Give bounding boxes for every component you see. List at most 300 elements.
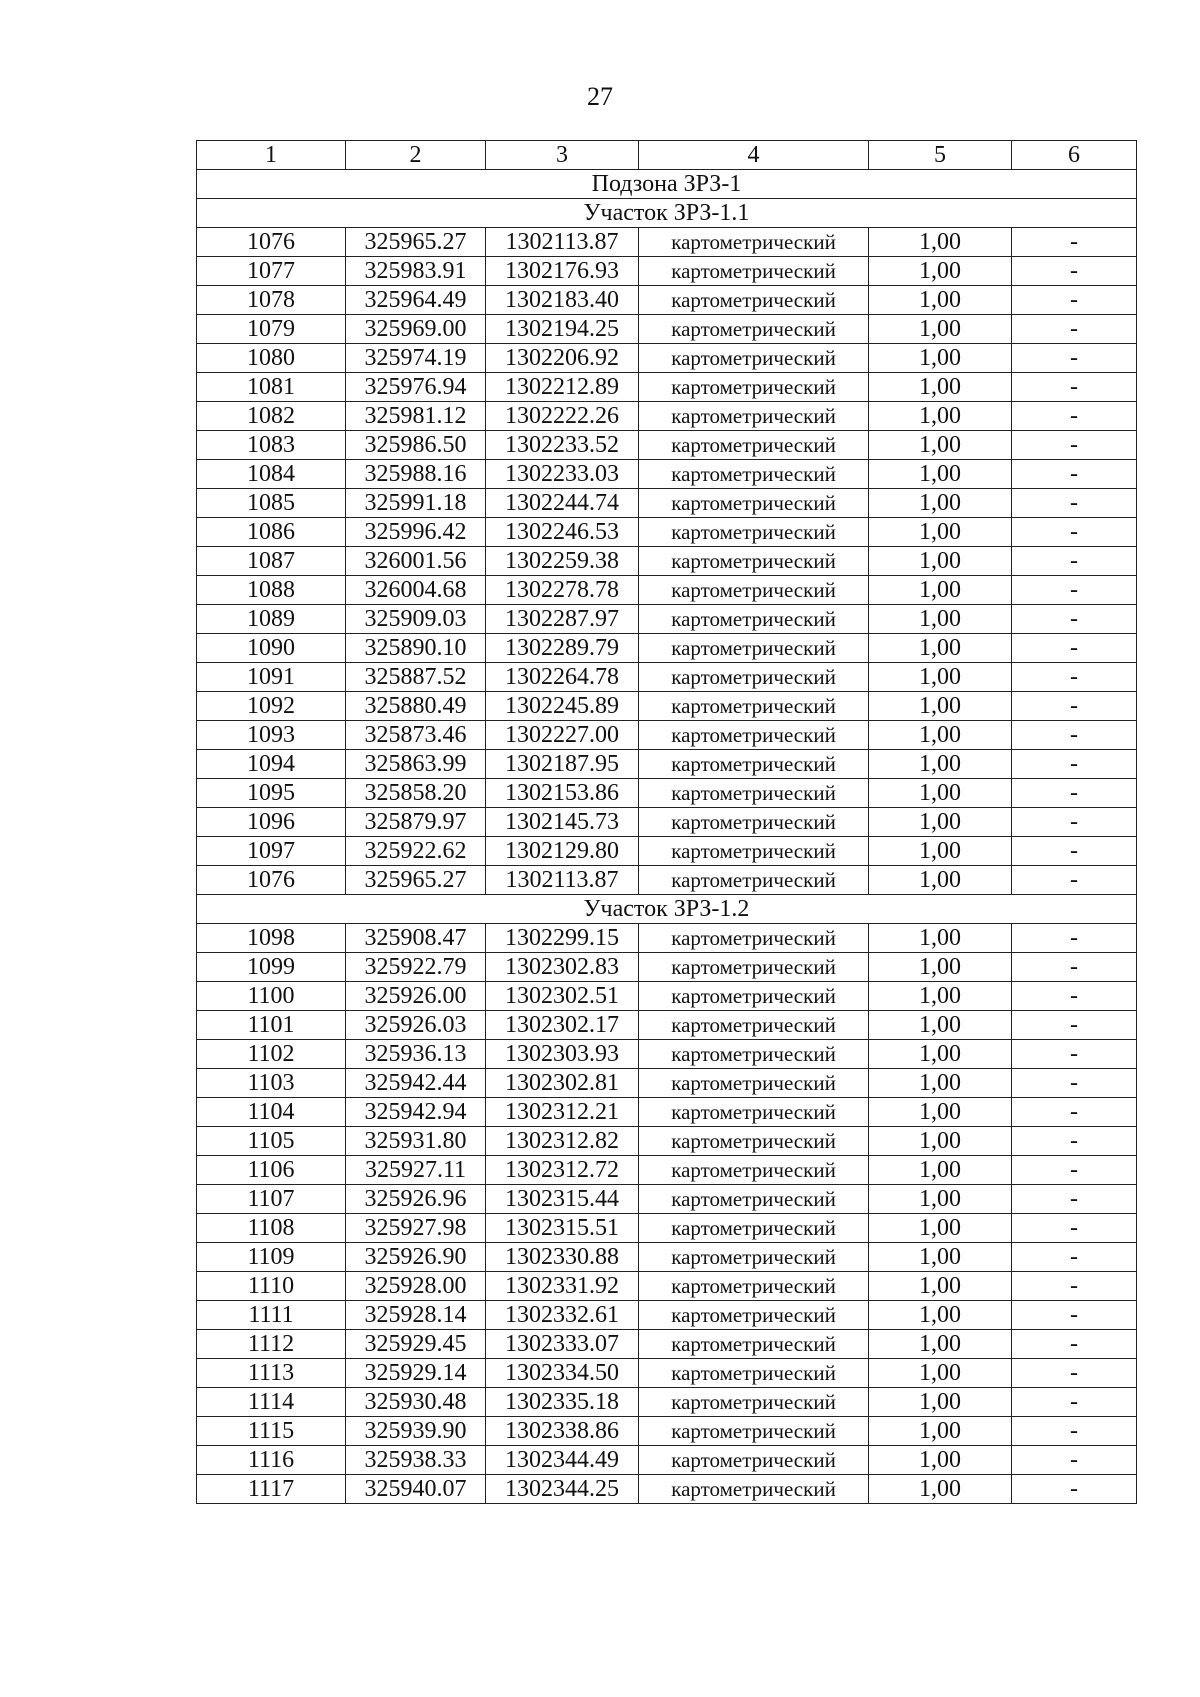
method-cell: картометрический <box>639 1272 869 1301</box>
x-coordinate-cell: 325996.42 <box>346 518 486 547</box>
y-coordinate-cell: 1302302.83 <box>486 953 639 982</box>
table-row <box>197 431 1137 460</box>
point-number-cell: 1111 <box>197 1301 346 1330</box>
point-number-cell: 1077 <box>197 257 346 286</box>
point-number-cell: 1105 <box>197 1127 346 1156</box>
accuracy-cell: 1,00 <box>869 518 1012 547</box>
method-cell: картометрический <box>639 1127 869 1156</box>
y-coordinate-cell: 1302315.51 <box>486 1214 639 1243</box>
y-coordinate-cell: 1302233.52 <box>486 431 639 460</box>
accuracy-cell: 1,00 <box>869 692 1012 721</box>
method-cell: картометрический <box>639 1417 869 1446</box>
point-number-cell: 1080 <box>197 344 346 373</box>
table-row <box>197 634 1137 663</box>
method-cell: картометрический <box>639 953 869 982</box>
x-coordinate-cell: 325909.03 <box>346 605 486 634</box>
x-coordinate-cell: 325942.44 <box>346 1069 486 1098</box>
note-cell: - <box>1012 1156 1137 1185</box>
x-coordinate-cell: 325938.33 <box>346 1446 486 1475</box>
point-number-cell: 1084 <box>197 460 346 489</box>
point-number-cell: 1091 <box>197 663 346 692</box>
column-header: 6 <box>1012 141 1137 170</box>
column-header: 1 <box>197 141 346 170</box>
note-cell: - <box>1012 1243 1137 1272</box>
column-header: 4 <box>639 141 869 170</box>
accuracy-cell: 1,00 <box>869 1446 1012 1475</box>
y-coordinate-cell: 1302212.89 <box>486 373 639 402</box>
subzone-title: Подзона ЗРЗ-1 <box>197 170 1137 199</box>
table-row <box>197 1330 1137 1359</box>
note-cell: - <box>1012 605 1137 634</box>
y-coordinate-cell: 1302244.74 <box>486 489 639 518</box>
note-cell: - <box>1012 257 1137 286</box>
x-coordinate-cell: 325930.48 <box>346 1388 486 1417</box>
note-cell: - <box>1012 431 1137 460</box>
y-coordinate-cell: 1302302.81 <box>486 1069 639 1098</box>
x-coordinate-cell: 325890.10 <box>346 634 486 663</box>
x-coordinate-cell: 325965.27 <box>346 228 486 257</box>
method-cell: картометрический <box>639 1330 869 1359</box>
point-number-cell: 1083 <box>197 431 346 460</box>
table-row <box>197 1301 1137 1330</box>
method-cell: картометрический <box>639 866 869 895</box>
method-cell: картометрический <box>639 1214 869 1243</box>
x-coordinate-cell: 325988.16 <box>346 460 486 489</box>
table-row <box>197 576 1137 605</box>
note-cell: - <box>1012 982 1137 1011</box>
y-coordinate-cell: 1302194.25 <box>486 315 639 344</box>
point-number-cell: 1076 <box>197 228 346 257</box>
accuracy-cell: 1,00 <box>869 750 1012 779</box>
table-row <box>197 460 1137 489</box>
table-row <box>197 924 1137 953</box>
x-coordinate-cell: 325863.99 <box>346 750 486 779</box>
x-coordinate-cell: 325908.47 <box>346 924 486 953</box>
y-coordinate-cell: 1302129.80 <box>486 837 639 866</box>
y-coordinate-cell: 1302344.25 <box>486 1475 639 1504</box>
accuracy-cell: 1,00 <box>869 837 1012 866</box>
x-coordinate-cell: 325873.46 <box>346 721 486 750</box>
note-cell: - <box>1012 1040 1137 1069</box>
accuracy-cell: 1,00 <box>869 1388 1012 1417</box>
note-cell: - <box>1012 1446 1137 1475</box>
accuracy-cell: 1,00 <box>869 286 1012 315</box>
table-row <box>197 1272 1137 1301</box>
method-cell: картометрический <box>639 924 869 953</box>
point-number-cell: 1116 <box>197 1446 346 1475</box>
note-cell: - <box>1012 489 1137 518</box>
y-coordinate-cell: 1302278.78 <box>486 576 639 605</box>
x-coordinate-cell: 325981.12 <box>346 402 486 431</box>
point-number-cell: 1086 <box>197 518 346 547</box>
point-number-cell: 1082 <box>197 402 346 431</box>
y-coordinate-cell: 1302338.86 <box>486 1417 639 1446</box>
note-cell: - <box>1012 373 1137 402</box>
table-row <box>197 1446 1137 1475</box>
note-cell: - <box>1012 1069 1137 1098</box>
point-number-cell: 1098 <box>197 924 346 953</box>
method-cell: картометрический <box>639 808 869 837</box>
method-cell: картометрический <box>639 634 869 663</box>
accuracy-cell: 1,00 <box>869 1475 1012 1504</box>
point-number-cell: 1087 <box>197 547 346 576</box>
y-coordinate-cell: 1302289.79 <box>486 634 639 663</box>
note-cell: - <box>1012 750 1137 779</box>
note-cell: - <box>1012 866 1137 895</box>
table-row <box>197 808 1137 837</box>
method-cell: картометрический <box>639 228 869 257</box>
method-cell: картометрический <box>639 837 869 866</box>
x-coordinate-cell: 325926.03 <box>346 1011 486 1040</box>
point-number-cell: 1081 <box>197 373 346 402</box>
y-coordinate-cell: 1302233.03 <box>486 460 639 489</box>
point-number-cell: 1092 <box>197 692 346 721</box>
y-coordinate-cell: 1302330.88 <box>486 1243 639 1272</box>
accuracy-cell: 1,00 <box>869 1127 1012 1156</box>
accuracy-cell: 1,00 <box>869 982 1012 1011</box>
point-number-cell: 1099 <box>197 953 346 982</box>
point-number-cell: 1094 <box>197 750 346 779</box>
accuracy-cell: 1,00 <box>869 1069 1012 1098</box>
method-cell: картометрический <box>639 1040 869 1069</box>
table-row <box>197 866 1137 895</box>
x-coordinate-cell: 325922.62 <box>346 837 486 866</box>
x-coordinate-cell: 326001.56 <box>346 547 486 576</box>
point-number-cell: 1078 <box>197 286 346 315</box>
accuracy-cell: 1,00 <box>869 808 1012 837</box>
accuracy-cell: 1,00 <box>869 344 1012 373</box>
accuracy-cell: 1,00 <box>869 779 1012 808</box>
table-row <box>197 1475 1137 1504</box>
accuracy-cell: 1,00 <box>869 1040 1012 1069</box>
method-cell: картометрический <box>639 982 869 1011</box>
table-row <box>197 1098 1137 1127</box>
point-number-cell: 1096 <box>197 808 346 837</box>
point-number-cell: 1104 <box>197 1098 346 1127</box>
table-row <box>197 1417 1137 1446</box>
point-number-cell: 1103 <box>197 1069 346 1098</box>
method-cell: картометрический <box>639 257 869 286</box>
method-cell: картометрический <box>639 344 869 373</box>
table-row <box>197 1040 1137 1069</box>
method-cell: картометрический <box>639 1475 869 1504</box>
table-row <box>197 779 1137 808</box>
accuracy-cell: 1,00 <box>869 373 1012 402</box>
table-row <box>197 1388 1137 1417</box>
accuracy-cell: 1,00 <box>869 924 1012 953</box>
note-cell: - <box>1012 721 1137 750</box>
y-coordinate-cell: 1302264.78 <box>486 663 639 692</box>
y-coordinate-cell: 1302176.93 <box>486 257 639 286</box>
note-cell: - <box>1012 837 1137 866</box>
column-header: 2 <box>346 141 486 170</box>
point-number-cell: 1106 <box>197 1156 346 1185</box>
method-cell: картометрический <box>639 1069 869 1098</box>
point-number-cell: 1085 <box>197 489 346 518</box>
table-row <box>197 750 1137 779</box>
x-coordinate-cell: 325991.18 <box>346 489 486 518</box>
note-cell: - <box>1012 344 1137 373</box>
point-number-cell: 1090 <box>197 634 346 663</box>
accuracy-cell: 1,00 <box>869 1214 1012 1243</box>
table-row <box>197 315 1137 344</box>
table-row <box>197 1243 1137 1272</box>
y-coordinate-cell: 1302303.93 <box>486 1040 639 1069</box>
method-cell: картометрический <box>639 750 869 779</box>
table-row <box>197 605 1137 634</box>
y-coordinate-cell: 1302331.92 <box>486 1272 639 1301</box>
point-number-cell: 1117 <box>197 1475 346 1504</box>
point-number-cell: 1076 <box>197 866 346 895</box>
x-coordinate-cell: 325858.20 <box>346 779 486 808</box>
method-cell: картометрический <box>639 547 869 576</box>
table-row <box>197 1185 1137 1214</box>
method-cell: картометрический <box>639 315 869 344</box>
y-coordinate-cell: 1302312.82 <box>486 1127 639 1156</box>
y-coordinate-cell: 1302312.21 <box>486 1098 639 1127</box>
y-coordinate-cell: 1302245.89 <box>486 692 639 721</box>
note-cell: - <box>1012 808 1137 837</box>
accuracy-cell: 1,00 <box>869 402 1012 431</box>
accuracy-cell: 1,00 <box>869 431 1012 460</box>
note-cell: - <box>1012 1359 1137 1388</box>
note-cell: - <box>1012 634 1137 663</box>
x-coordinate-cell: 325880.49 <box>346 692 486 721</box>
point-number-cell: 1095 <box>197 779 346 808</box>
method-cell: картометрический <box>639 779 869 808</box>
y-coordinate-cell: 1302312.72 <box>486 1156 639 1185</box>
y-coordinate-cell: 1302183.40 <box>486 286 639 315</box>
note-cell: - <box>1012 460 1137 489</box>
note-cell: - <box>1012 692 1137 721</box>
section-title: Участок ЗРЗ-1.1 <box>197 199 1137 228</box>
method-cell: картометрический <box>639 1156 869 1185</box>
method-cell: картометрический <box>639 1388 869 1417</box>
y-coordinate-cell: 1302302.51 <box>486 982 639 1011</box>
table-row <box>197 1011 1137 1040</box>
table-row <box>197 228 1137 257</box>
method-cell: картометрический <box>639 1301 869 1330</box>
x-coordinate-cell: 325940.07 <box>346 1475 486 1504</box>
accuracy-cell: 1,00 <box>869 663 1012 692</box>
y-coordinate-cell: 1302113.87 <box>486 228 639 257</box>
x-coordinate-cell: 325931.80 <box>346 1127 486 1156</box>
method-cell: картометрический <box>639 373 869 402</box>
method-cell: картометрический <box>639 286 869 315</box>
y-coordinate-cell: 1302206.92 <box>486 344 639 373</box>
table-row <box>197 1359 1137 1388</box>
table-row <box>197 663 1137 692</box>
x-coordinate-cell: 325939.90 <box>346 1417 486 1446</box>
x-coordinate-cell: 325927.11 <box>346 1156 486 1185</box>
x-coordinate-cell: 325936.13 <box>346 1040 486 1069</box>
method-cell: картометрический <box>639 1446 869 1475</box>
table-row <box>197 286 1137 315</box>
note-cell: - <box>1012 779 1137 808</box>
method-cell: картометрический <box>639 1243 869 1272</box>
x-coordinate-cell: 325926.90 <box>346 1243 486 1272</box>
y-coordinate-cell: 1302246.53 <box>486 518 639 547</box>
column-number-row <box>197 141 1137 170</box>
x-coordinate-cell: 325879.97 <box>346 808 486 837</box>
accuracy-cell: 1,00 <box>869 605 1012 634</box>
x-coordinate-cell: 325929.45 <box>346 1330 486 1359</box>
accuracy-cell: 1,00 <box>869 547 1012 576</box>
note-cell: - <box>1012 402 1137 431</box>
x-coordinate-cell: 325927.98 <box>346 1214 486 1243</box>
x-coordinate-cell: 325964.49 <box>346 286 486 315</box>
point-number-cell: 1114 <box>197 1388 346 1417</box>
accuracy-cell: 1,00 <box>869 1185 1012 1214</box>
y-coordinate-cell: 1302334.50 <box>486 1359 639 1388</box>
y-coordinate-cell: 1302315.44 <box>486 1185 639 1214</box>
note-cell: - <box>1012 1475 1137 1504</box>
note-cell: - <box>1012 1272 1137 1301</box>
table-row <box>197 257 1137 286</box>
note-cell: - <box>1012 228 1137 257</box>
accuracy-cell: 1,00 <box>869 634 1012 663</box>
method-cell: картометрический <box>639 431 869 460</box>
method-cell: картометрический <box>639 1359 869 1388</box>
x-coordinate-cell: 325983.91 <box>346 257 486 286</box>
point-number-cell: 1108 <box>197 1214 346 1243</box>
accuracy-cell: 1,00 <box>869 315 1012 344</box>
subzone-row <box>197 170 1137 199</box>
table-row <box>197 721 1137 750</box>
table-row <box>197 1127 1137 1156</box>
accuracy-cell: 1,00 <box>869 1301 1012 1330</box>
x-coordinate-cell: 325965.27 <box>346 866 486 895</box>
point-number-cell: 1110 <box>197 1272 346 1301</box>
y-coordinate-cell: 1302302.17 <box>486 1011 639 1040</box>
section-title: Участок ЗРЗ-1.2 <box>197 895 1137 924</box>
accuracy-cell: 1,00 <box>869 1243 1012 1272</box>
note-cell: - <box>1012 547 1137 576</box>
table-row <box>197 1069 1137 1098</box>
section-title-row <box>197 199 1137 228</box>
accuracy-cell: 1,00 <box>869 1011 1012 1040</box>
method-cell: картометрический <box>639 489 869 518</box>
x-coordinate-cell: 326004.68 <box>346 576 486 605</box>
y-coordinate-cell: 1302335.18 <box>486 1388 639 1417</box>
x-coordinate-cell: 325887.52 <box>346 663 486 692</box>
accuracy-cell: 1,00 <box>869 257 1012 286</box>
note-cell: - <box>1012 315 1137 344</box>
accuracy-cell: 1,00 <box>869 1417 1012 1446</box>
note-cell: - <box>1012 576 1137 605</box>
method-cell: картометрический <box>639 576 869 605</box>
accuracy-cell: 1,00 <box>869 228 1012 257</box>
table-row <box>197 402 1137 431</box>
note-cell: - <box>1012 1388 1137 1417</box>
point-number-cell: 1112 <box>197 1330 346 1359</box>
y-coordinate-cell: 1302145.73 <box>486 808 639 837</box>
x-coordinate-cell: 325926.00 <box>346 982 486 1011</box>
accuracy-cell: 1,00 <box>869 576 1012 605</box>
y-coordinate-cell: 1302222.26 <box>486 402 639 431</box>
x-coordinate-cell: 325928.00 <box>346 1272 486 1301</box>
note-cell: - <box>1012 286 1137 315</box>
point-number-cell: 1109 <box>197 1243 346 1272</box>
y-coordinate-cell: 1302187.95 <box>486 750 639 779</box>
note-cell: - <box>1012 1127 1137 1156</box>
method-cell: картометрический <box>639 1098 869 1127</box>
point-number-cell: 1097 <box>197 837 346 866</box>
x-coordinate-cell: 325986.50 <box>346 431 486 460</box>
x-coordinate-cell: 325974.19 <box>346 344 486 373</box>
table-row <box>197 1156 1137 1185</box>
page-number: 27 <box>587 82 613 111</box>
x-coordinate-cell: 325929.14 <box>346 1359 486 1388</box>
coordinates-table <box>196 140 1137 1504</box>
method-cell: картометрический <box>639 663 869 692</box>
x-coordinate-cell: 325926.96 <box>346 1185 486 1214</box>
method-cell: картометрический <box>639 1011 869 1040</box>
method-cell: картометрический <box>639 721 869 750</box>
method-cell: картометрический <box>639 460 869 489</box>
y-coordinate-cell: 1302227.00 <box>486 721 639 750</box>
note-cell: - <box>1012 1011 1137 1040</box>
note-cell: - <box>1012 924 1137 953</box>
y-coordinate-cell: 1302299.15 <box>486 924 639 953</box>
table-row <box>197 692 1137 721</box>
y-coordinate-cell: 1302113.87 <box>486 866 639 895</box>
y-coordinate-cell: 1302259.38 <box>486 547 639 576</box>
x-coordinate-cell: 325976.94 <box>346 373 486 402</box>
table-row <box>197 373 1137 402</box>
note-cell: - <box>1012 953 1137 982</box>
method-cell: картометрический <box>639 518 869 547</box>
accuracy-cell: 1,00 <box>869 1272 1012 1301</box>
table-row <box>197 1214 1137 1243</box>
x-coordinate-cell: 325922.79 <box>346 953 486 982</box>
accuracy-cell: 1,00 <box>869 866 1012 895</box>
section-title-row <box>197 895 1137 924</box>
point-number-cell: 1101 <box>197 1011 346 1040</box>
y-coordinate-cell: 1302333.07 <box>486 1330 639 1359</box>
point-number-cell: 1079 <box>197 315 346 344</box>
point-number-cell: 1100 <box>197 982 346 1011</box>
accuracy-cell: 1,00 <box>869 460 1012 489</box>
table-row <box>197 547 1137 576</box>
accuracy-cell: 1,00 <box>869 1098 1012 1127</box>
method-cell: картометрический <box>639 605 869 634</box>
point-number-cell: 1115 <box>197 1417 346 1446</box>
note-cell: - <box>1012 1330 1137 1359</box>
accuracy-cell: 1,00 <box>869 721 1012 750</box>
x-coordinate-cell: 325942.94 <box>346 1098 486 1127</box>
table-row <box>197 518 1137 547</box>
point-number-cell: 1102 <box>197 1040 346 1069</box>
x-coordinate-cell: 325969.00 <box>346 315 486 344</box>
y-coordinate-cell: 1302344.49 <box>486 1446 639 1475</box>
note-cell: - <box>1012 1417 1137 1446</box>
table-row <box>197 489 1137 518</box>
accuracy-cell: 1,00 <box>869 953 1012 982</box>
point-number-cell: 1093 <box>197 721 346 750</box>
accuracy-cell: 1,00 <box>869 489 1012 518</box>
column-header: 5 <box>869 141 1012 170</box>
point-number-cell: 1107 <box>197 1185 346 1214</box>
y-coordinate-cell: 1302153.86 <box>486 779 639 808</box>
accuracy-cell: 1,00 <box>869 1330 1012 1359</box>
accuracy-cell: 1,00 <box>869 1156 1012 1185</box>
note-cell: - <box>1012 1214 1137 1243</box>
note-cell: - <box>1012 663 1137 692</box>
point-number-cell: 1089 <box>197 605 346 634</box>
note-cell: - <box>1012 518 1137 547</box>
point-number-cell: 1088 <box>197 576 346 605</box>
